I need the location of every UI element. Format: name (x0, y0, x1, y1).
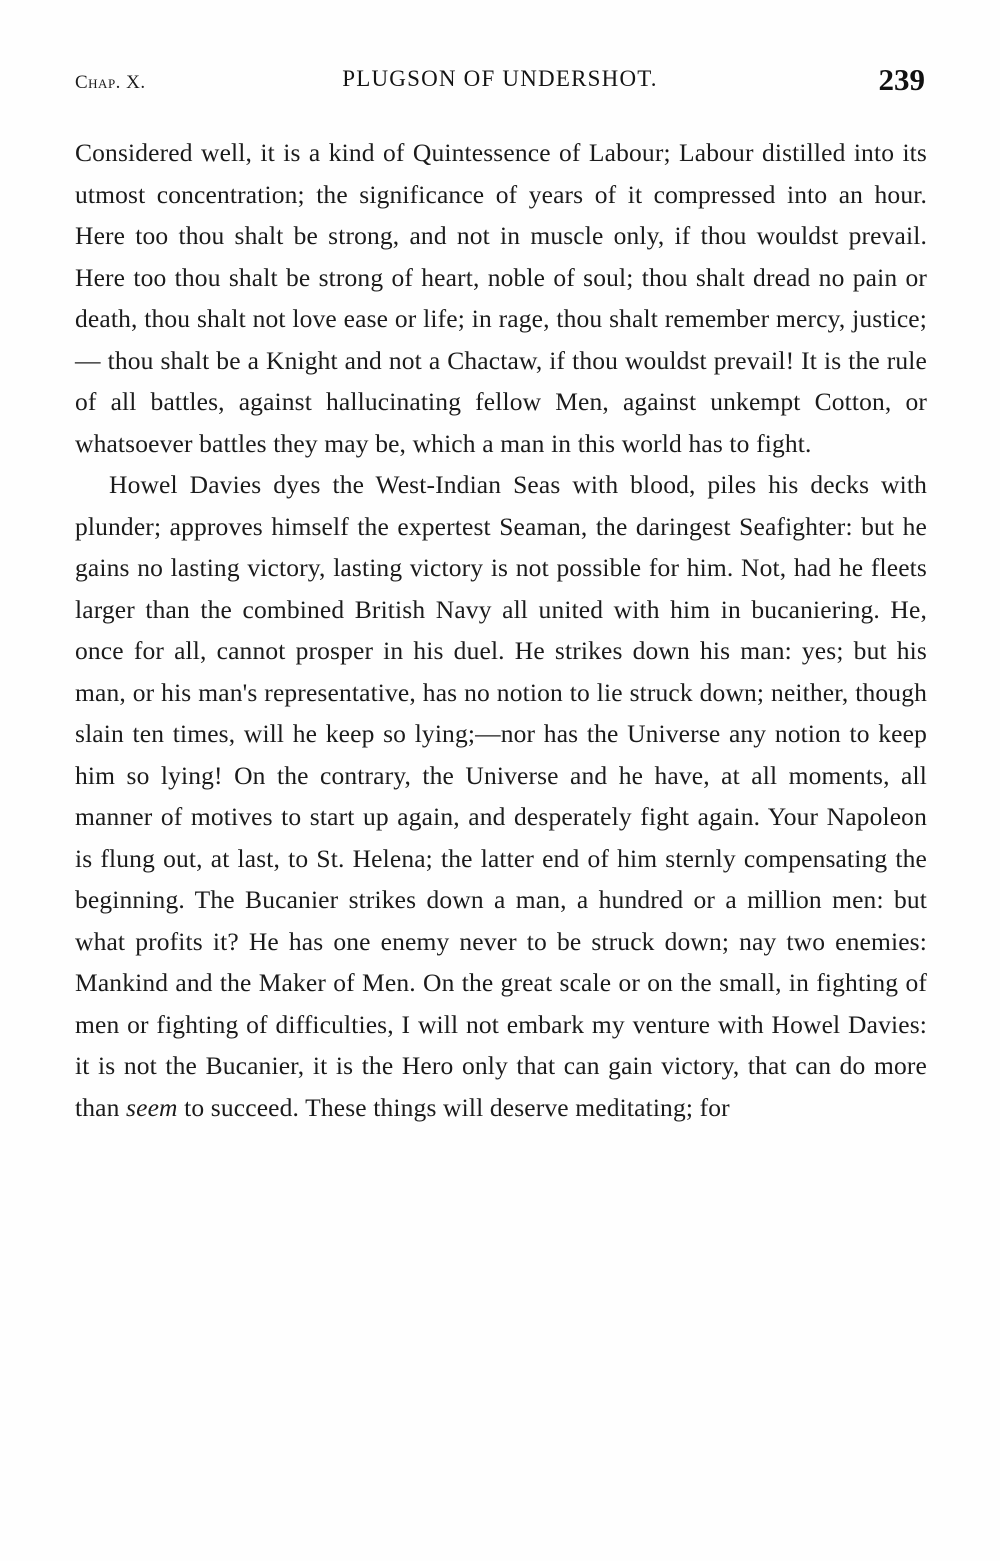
body-text (75, 132, 927, 1128)
paragraph-2 (75, 464, 927, 1128)
paragraph-2-text: Howel Davies dyes the West-Indian Seas with blood, piles his decks with plunder; approves himself the expertest Seaman, the daringest Seafighter: but he gains no lasting victory, lasting victory is not possible for him. Not, had he fleets larger than the combined British Navy all united with him in bucaniering. He, once for all, cannot prosper in his duel. He strikes down his man: yes; but his man, or his man's representative, has no notion to lie struck down; neither, though slain ten times, will he keep so lying;—nor has the Universe any notion to keep him so lying! On the contrary, the Universe and he have, at all moments, all manner of motives to start up again, and desperately fight again. Your Napoleon is flung out, at last, to St. Helena; the latter end of him sternly compensating the beginning. The Bucanier strikes down a man, a hundred or a million men: but what profits it? He has one enemy never to be struck down; nay two enemies: Mankind and the Maker of Men. On the great scale or on the small, in fighting of men or fighting of difficulties, I will not embark my venture with Howel Davies: it is not the Bucanier, it is the Hero only that can gain victory, that can do more than (75, 470, 927, 1122)
italic-word-seem: seem (126, 1092, 178, 1122)
running-head (75, 62, 925, 102)
paragraph-1: Considered well, it is a kind of Quintessence of Labour; Labour distilled into its utmost concentration; the significance of years of it compressed into an hour. Here too thou shalt be strong, and not in muscle only, if thou wouldst prevail. Here too thou shalt be strong of heart, noble of soul; thou shalt dread no pain or death, thou shalt not love ease or life; in rage, thou shalt remember mercy, justice;— thou shalt be a Knight and not a Chactaw, if thou wouldst prevail! It is the rule of all battles, against hallucinating fellow Men, against unkempt Cotton, or whatsoever battles they may be, which a man in this world has to fight. (75, 138, 927, 458)
paragraph-2-tail: to succeed. These things will deserve meditating; for (177, 1092, 730, 1122)
page-number: 239 (878, 62, 925, 97)
page-title: PLUGSON OF UNDERSHOT. (342, 66, 658, 91)
chapter-label: Chap. X. (75, 72, 146, 93)
